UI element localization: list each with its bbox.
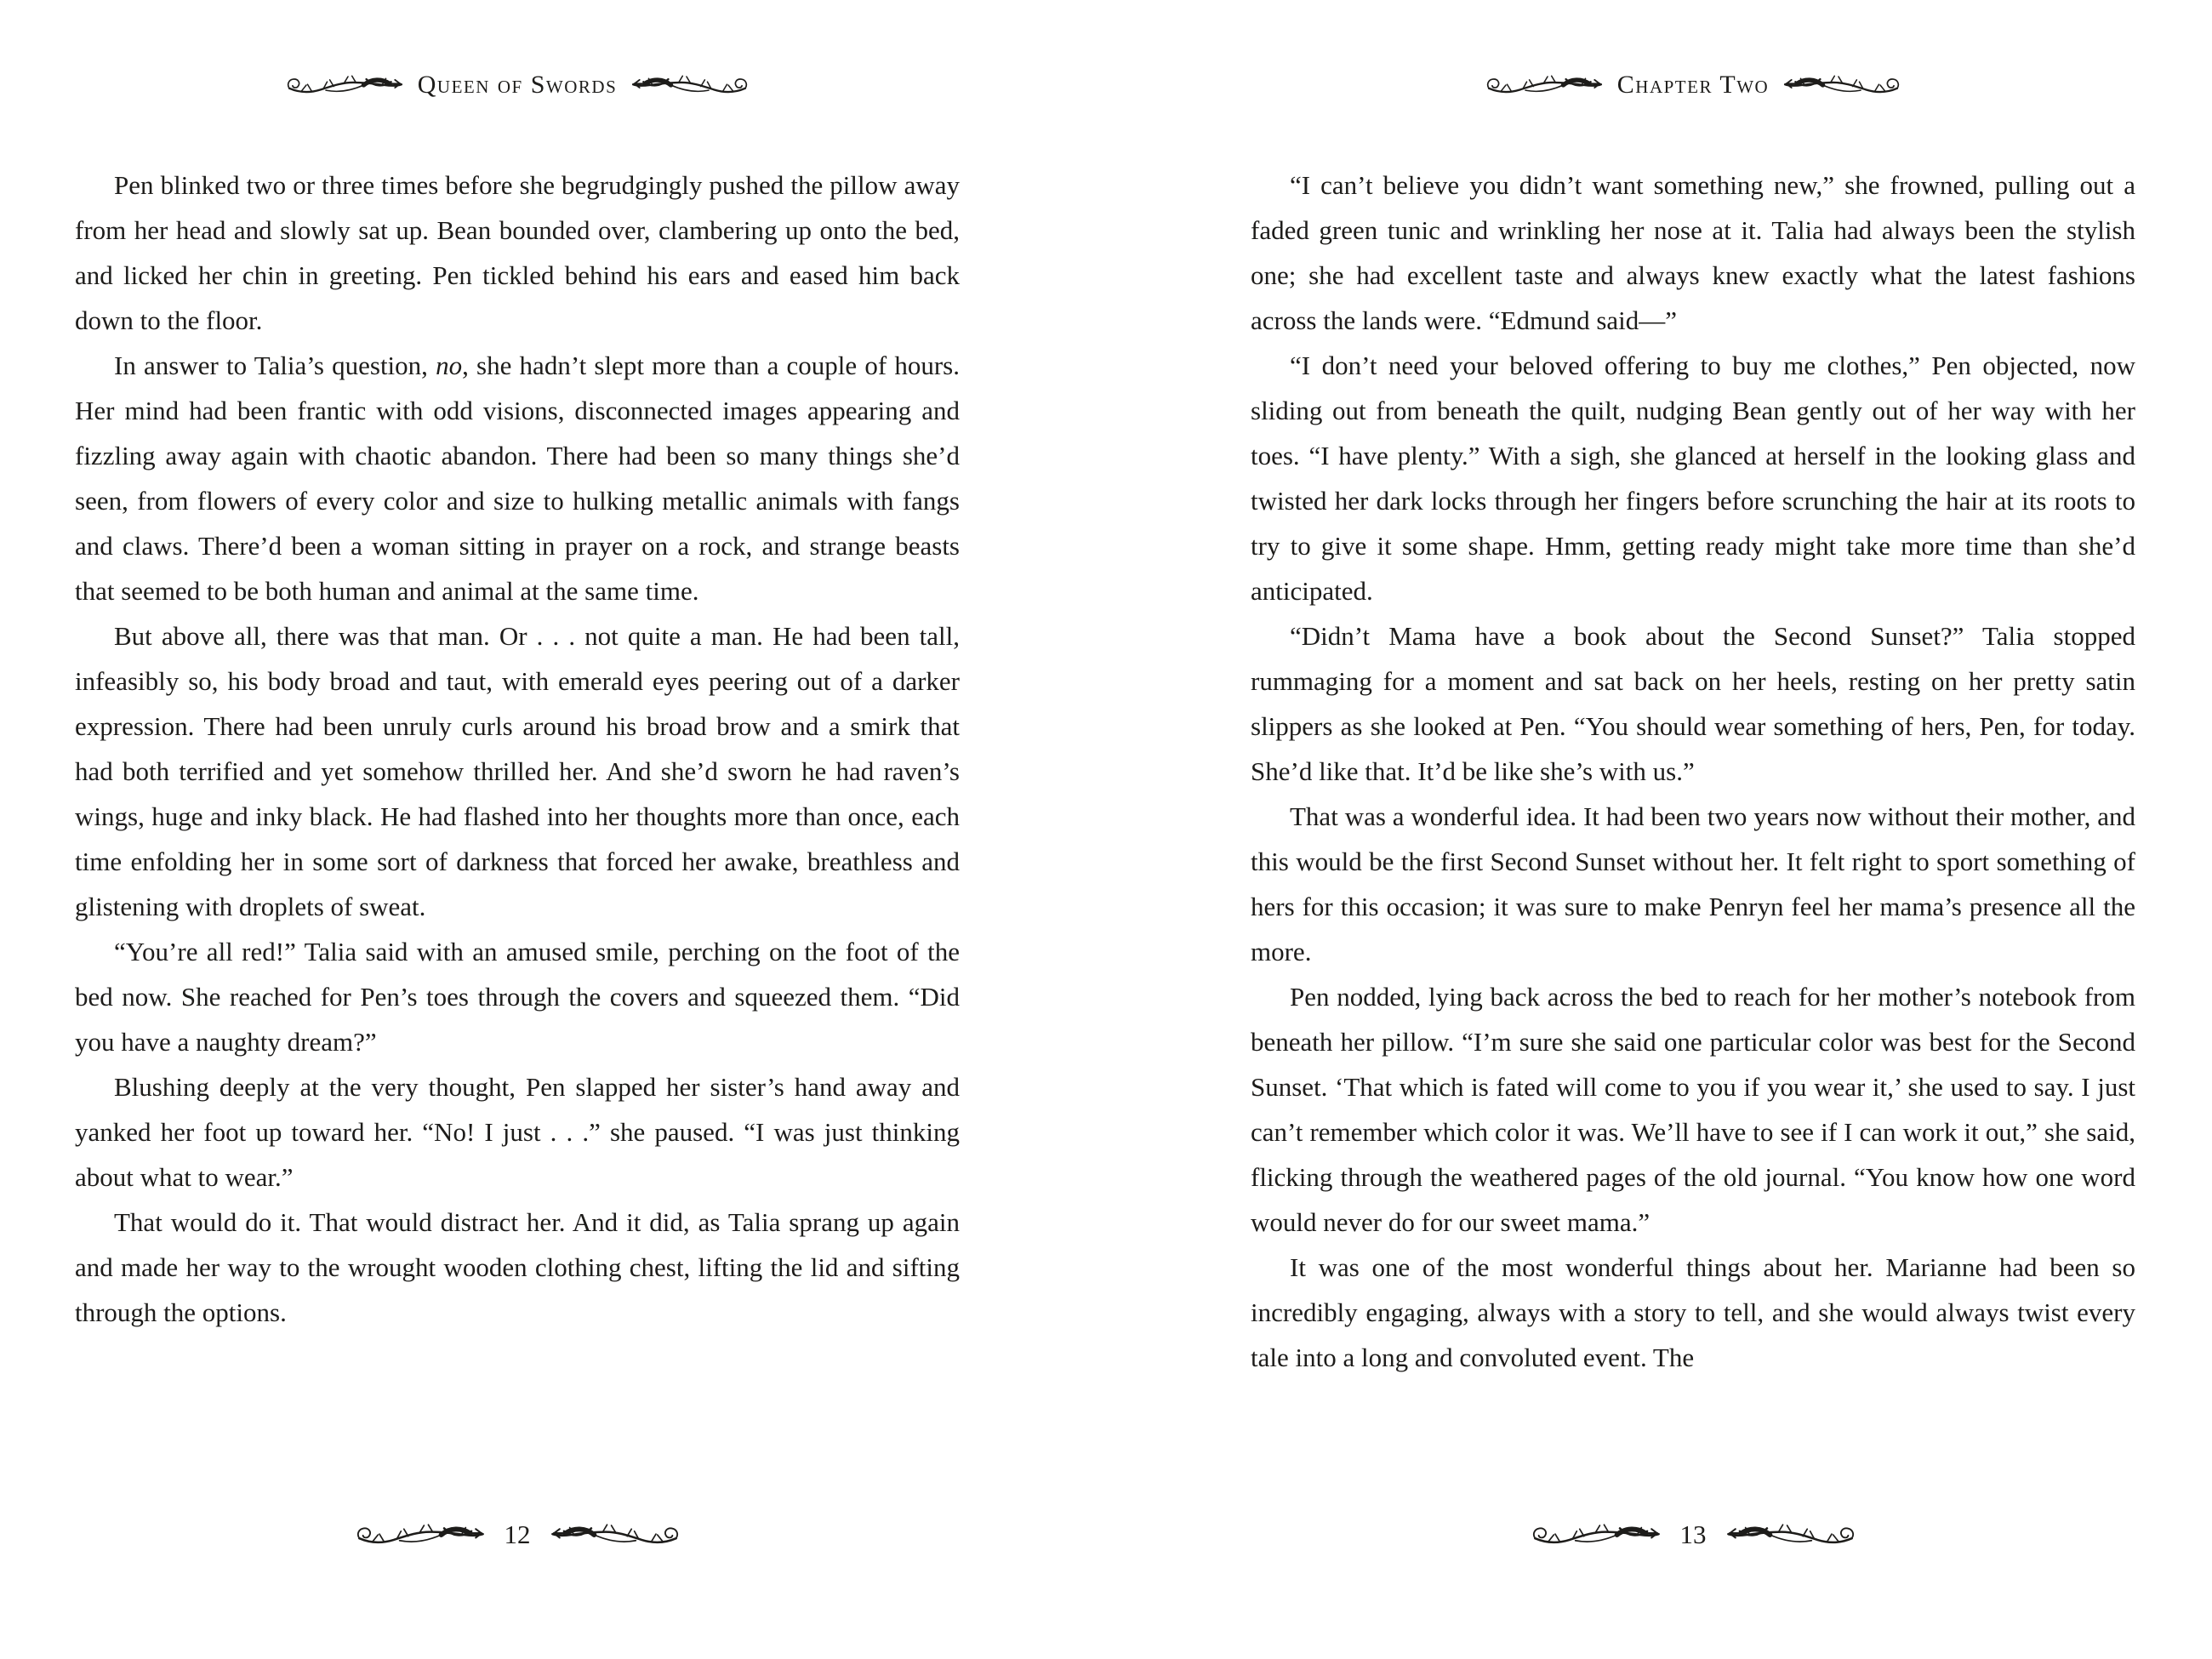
right-running-head — [1251, 70, 2135, 100]
paragraph: “I don’t need your beloved offering to buy me clothes,” Pen objected, now sliding out from beneath the quilt, nudging Bean gently out of her way with her toes. “I have plenty.” With a sigh, she glanced at herself in the looking glass and twisted her dark locks through her fingers before scrunching the hair at its roots to try to give it some shape. Hmm, getting ready might take more time than she’d anticipated. — [1251, 351, 2135, 606]
paragraph: But above all, there was that man. Or . . . not quite a man. He had been tall, infeasibly so, his body broad and taut, with emerald eyes peering out of a darker expression. There had been unruly curls around his broad brow and a smirk that had both terrified and yet somehow thrilled her. And she’d sworn he had raven’s wings, huge and inky black. He had flashed into her thoughts more than once, each time enfolding her in some sort of darkness that forced her awake, breathless and glistening with droplets of sweat. — [75, 621, 960, 921]
paragraph: Pen blinked two or three times before she begrudgingly pushed the pillow away from her head and slowly sat up. Bean bounded over, clambering up onto the bed, and licked her chin in greeting. Pen tickled behind his ears and eased him back down to the floor. — [75, 170, 960, 335]
thorn-vine-flourish-icon — [356, 1518, 486, 1552]
paragraph: Pen nodded, lying back across the bed to reach for her mother’s notebook from beneath her pillow. “I’m sure she said one particular color was best for the Second Sunset. ‘That which is fated will come to you if you wear it,’ she used to say. I just can’t remember which color it was. We’ll have to see if I can work it out,” she said, flicking through the weathered pages of the old journal. “You know how one word would never do for our sweet mama.” — [1251, 982, 2135, 1237]
paragraph: “I can’t believe you didn’t want something new,” she frowned, pulling out a faded green tunic and wrinkling her nose at it. Talia had always been the stylish one; she had excellent taste and always knew exactly what the latest fashions across the lands were. “Edmund said—” — [1251, 170, 2135, 335]
left-running-head — [75, 70, 960, 100]
paragraph: That was a wonderful idea. It had been two years now without their mother, and this would be the first Second Sunset without her. It felt right to sport something of hers for this occasion; it was sure to make Penryn feel her mama’s presence all the more. — [1251, 801, 2135, 966]
right-page-text — [1251, 162, 2135, 1380]
paragraph: “You’re all red!” Talia said with an amused smile, perching on the foot of the bed now. She reached for Pen’s toes through the covers and squeezed them. “Did you have a naughty dream?” — [75, 937, 960, 1057]
page-right — [1106, 0, 2212, 1659]
thorn-vine-flourish-icon — [1486, 70, 1604, 100]
right-folio — [1251, 1518, 2135, 1552]
paragraph: “Didn’t Mama have a book about the Second Sunset?” Talia stopped rummaging for a moment and sat back on her heels, resting on her pretty satin slippers as she looked at Pen. “You should wear something of hers, Pen, for today. She’d like that. It’d be like she’s with us.” — [1251, 621, 2135, 786]
paragraph: That would do it. That would distract her. And it did, as Talia sprang up again and made her way to the wrought wooden clothing chest, lifting the lid and sifting through the options. — [75, 1207, 960, 1327]
right-page-number: 13 — [1679, 1519, 1707, 1549]
thorn-vine-flourish-icon — [287, 70, 404, 100]
thorn-vine-flourish-icon — [1532, 1518, 1662, 1552]
paragraph: It was one of the most wonderful things about her. Marianne had been so incredibly engaging, always with a story to tell, and she would always twist every tale into a long and convoluted event. The — [1251, 1252, 2135, 1372]
paragraph: In answer to Talia’s question, no, she hadn’t slept more than a couple of hours. Her mind had been frantic with odd visions, disconnected images appearing and fizzling away again with chaotic abandon. There had been so many things she’d seen, from flowers of every color and size to hulking metallic animals with fangs and claws. There’d been a woman sitting in prayer on a rock, and strange beasts that seemed to be both human and animal at the same time. — [75, 351, 960, 606]
thorn-vine-flourish-icon — [630, 70, 748, 100]
paragraph: Blushing deeply at the very thought, Pen slapped her sister’s hand away and yanked her foot up toward her. “No! I just . . .” she paused. “I was just thinking about what to wear.” — [75, 1072, 960, 1192]
thorn-vine-flourish-icon — [1725, 1518, 1855, 1552]
left-page-text — [75, 162, 960, 1335]
thorn-vine-flourish-icon — [1782, 70, 1900, 100]
thorn-vine-flourish-icon — [550, 1518, 679, 1552]
left-page-number: 12 — [504, 1519, 531, 1549]
left-header-title: Queen of Swords — [417, 71, 618, 99]
right-header-title: Chapter Two — [1616, 71, 1770, 99]
left-folio — [75, 1518, 960, 1552]
